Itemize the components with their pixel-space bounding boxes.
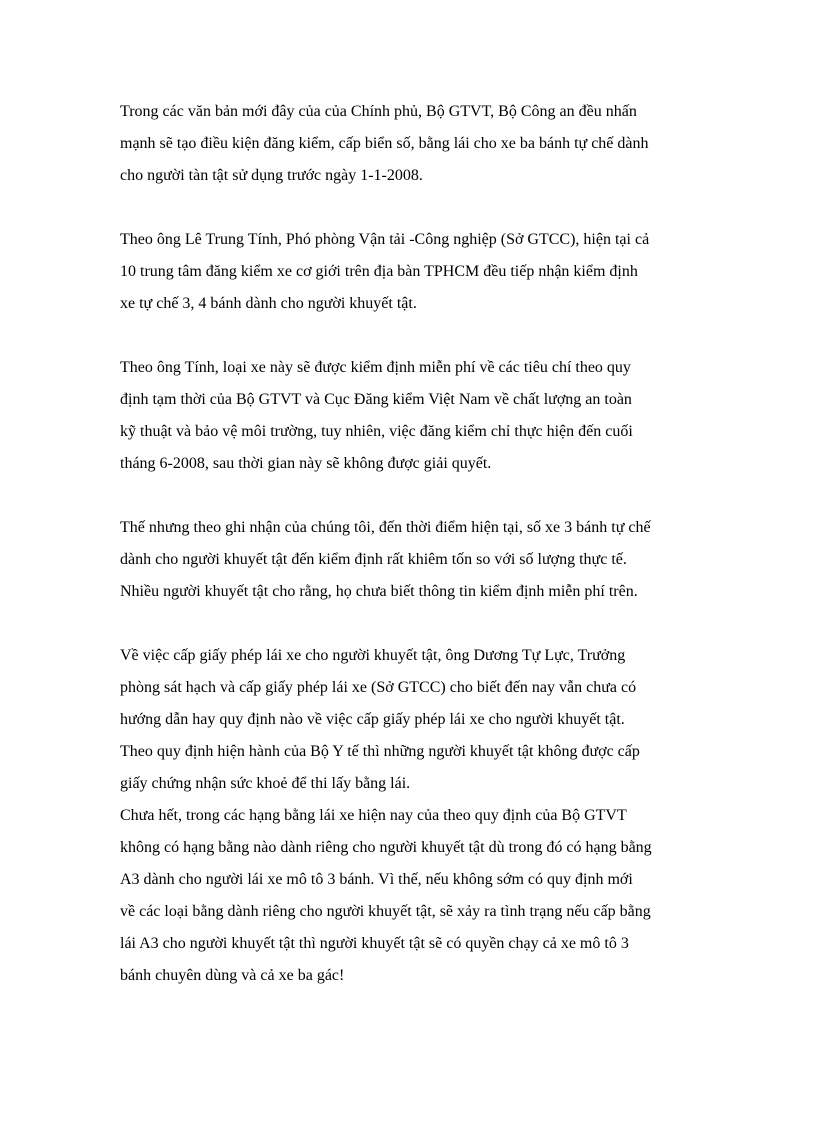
- paragraph-3: [120, 352, 710, 480]
- text-line: Theo quy định hiện hành của Bộ Y tế thì những người khuyết tật không được cấp: [120, 743, 640, 760]
- paragraph-4: [120, 512, 710, 608]
- text-line: không có hạng bằng nào dành riêng cho người khuyết tật dù trong đó có hạng bằng: [120, 839, 652, 856]
- text-line: 10 trung tâm đăng kiểm xe cơ giới trên địa bàn TPHCM đều tiếp nhận kiểm định: [120, 263, 638, 280]
- text-line: kỹ thuật và bảo vệ môi trường, tuy nhiên, việc đăng kiểm chỉ thực hiện đến cuối: [120, 423, 633, 440]
- text-line: hướng dẫn hay quy định nào về việc cấp giấy phép lái xe cho người khuyết tật.: [120, 711, 625, 728]
- text-line: Trong các văn bản mới đây của của Chính phủ, Bộ GTVT, Bộ Công an đều nhấn: [120, 103, 637, 120]
- text-line: Theo ông Tính, loại xe này sẽ được kiểm định miễn phí về các tiêu chí theo quy: [120, 359, 631, 376]
- text-line: về các loại bằng dành riêng cho người khuyết tật, sẽ xảy ra tình trạng nếu cấp bằng: [120, 903, 651, 920]
- text-line: Về việc cấp giấy phép lái xe cho người khuyết tật, ông Dương Tự Lực, Trưởng: [120, 647, 626, 664]
- text-line: A3 dành cho người lái xe mô tô 3 bánh. Vì thế, nếu không sớm có quy định mới: [120, 871, 633, 888]
- text-line: xe tự chế 3, 4 bánh dành cho người khuyết tật.: [120, 295, 417, 312]
- text-line: bánh chuyên dùng và cả xe ba gác!: [120, 967, 345, 984]
- text-line: tháng 6-2008, sau thời gian này sẽ không được giải quyết.: [120, 455, 492, 472]
- text-line: Thế nhưng theo ghi nhận của chúng tôi, đến thời điểm hiện tại, số xe 3 bánh tự chế: [120, 519, 651, 536]
- text-line: phòng sát hạch và cấp giấy phép lái xe (Sở GTCC) cho biết đến nay vẫn chưa có: [120, 679, 637, 696]
- text-line: mạnh sẽ tạo điều kiện đăng kiểm, cấp biển số, bằng lái cho xe ba bánh tự chế dành: [120, 135, 649, 152]
- text-line: định tạm thời của Bộ GTVT và Cục Đăng kiểm Việt Nam về chất lượng an toàn: [120, 391, 632, 408]
- text-line: cho người tàn tật sử dụng trước ngày 1-1-2008.: [120, 167, 423, 184]
- paragraph-2: [120, 224, 710, 320]
- paragraph-1: [120, 96, 710, 192]
- text-line: Theo ông Lê Trung Tính, Phó phòng Vận tải -Công nghiệp (Sở GTCC), hiện tại cả: [120, 231, 650, 248]
- text-line: Nhiều người khuyết tật cho rằng, họ chưa biết thông tin kiểm định miễn phí trên.: [120, 583, 638, 600]
- text-line: giấy chứng nhận sức khoẻ để thi lấy bằng lái.: [120, 775, 411, 792]
- text-line: lái A3 cho người khuyết tật thì người khuyết tật sẽ có quyền chạy cả xe mô tô 3: [120, 935, 629, 952]
- paragraph-5: [120, 640, 710, 992]
- text-line: dành cho người khuyết tật đến kiểm định rất khiêm tốn so với số lượng thực tế.: [120, 551, 627, 568]
- text-line: Chưa hết, trong các hạng bằng lái xe hiện nay của theo quy định của Bộ GTVT: [120, 807, 627, 824]
